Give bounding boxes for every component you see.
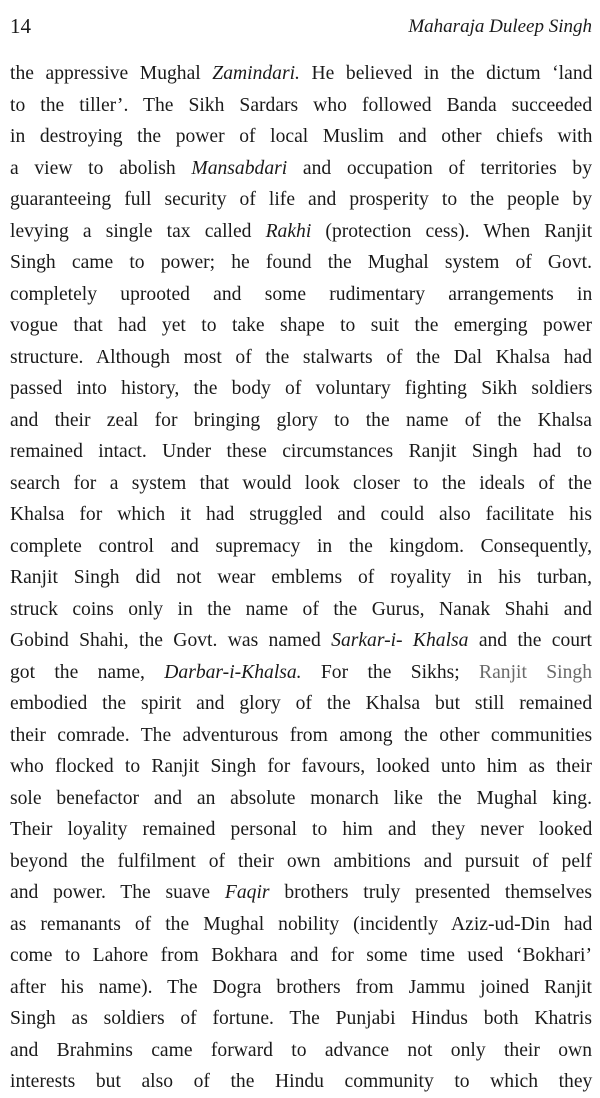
italic-term: Faqir [224, 882, 270, 903]
text-line [10, 940, 592, 972]
text-line [10, 783, 592, 815]
text-line [10, 657, 592, 689]
italic-term: Rakhi [265, 220, 312, 242]
text-segment: the appressive Mughal [10, 63, 213, 84]
text-segment: to the tiller’. The Sikh Sardars who followed Banda succeeded [10, 94, 593, 116]
text-segment: after his name). The Dogra brothers from Jammu joined Ranjit [10, 976, 592, 998]
text-segment: structure. Although most of the stalwarts of the Dal Khalsa had [10, 346, 592, 368]
text-line [10, 247, 592, 279]
text-line [10, 562, 592, 594]
text-segment: and Brahmins came forward to advance not only their own [10, 1039, 592, 1061]
text-segment: and the court [468, 630, 593, 651]
text-segment: and occupation of territories by [287, 157, 592, 179]
text-segment: their comrade. The adventurous from among the other communities [10, 724, 593, 746]
italic-term: Zamindari. [212, 63, 300, 84]
text-segment: search for a system that would look closer to the ideals of the [10, 472, 592, 494]
text-line [10, 121, 592, 153]
text-line [10, 688, 592, 720]
text-segment: passed into history, the body of voluntary fighting Sikh soldiers [10, 378, 593, 399]
page-header [10, 14, 592, 48]
text-segment: vogue that had yet to take shape to suit the emerging power [10, 315, 592, 336]
text-line [10, 153, 592, 185]
text-segment: remained intact. Under these circumstances Ranjit Singh had to [10, 441, 592, 462]
text-line [10, 846, 592, 878]
text-segment: Their loyality remained personal to him and they never looked [10, 819, 593, 840]
text-segment: Ranjit Singh did not wear emblems of royality in his turban, [10, 567, 592, 588]
text-segment: He believed in the dictum ‘land [299, 63, 593, 84]
text-line [10, 877, 592, 909]
text-line [10, 342, 592, 374]
text-segment: and power. The suave [10, 882, 225, 903]
text-segment: guaranteeing full security of life and prosperity to the people by [10, 189, 592, 210]
text-line [10, 310, 592, 342]
text-segment: Khalsa for which it had struggled and could also facilitate his [10, 504, 593, 525]
text-segment: Singh as soldiers of fortune. The Punjabi Hindus both Khatris [10, 1008, 592, 1029]
text-line [10, 814, 592, 846]
text-segment: and their zeal for bringing glory to the name of the Khalsa [10, 409, 592, 431]
text-segment: complete control and supremacy in the kingdom. Consequently, [10, 535, 592, 557]
text-segment: who flocked to Ranjit Singh for favours, looked unto him as their [10, 756, 592, 777]
page-number: 14 [10, 14, 31, 38]
text-segment: struck coins only in the name of the Gurus, Nanak Shahi and [10, 598, 592, 620]
text-line [10, 279, 592, 311]
text-line [10, 720, 592, 752]
text-segment: as remanants of the Mughal nobility (incidently Aziz-ud-Din had [10, 913, 593, 935]
text-line [10, 436, 592, 468]
italic-term: Mansabdari [191, 157, 288, 179]
text-line [10, 468, 592, 500]
text-segment: in destroying the power of local Muslim and other chiefs with [10, 126, 593, 147]
text-line [10, 90, 592, 122]
text-line [10, 625, 592, 657]
text-segment: got the name, [10, 661, 165, 683]
body-paragraph [10, 58, 592, 1098]
text-line [10, 751, 592, 783]
text-segment: Gobind Shahi, the Govt. was named [10, 630, 332, 651]
text-line [10, 58, 592, 90]
text-line [10, 1035, 592, 1067]
text-segment: embodied the spirit and glory of the Khalsa but still remained [10, 693, 593, 714]
text-segment: For the Sikhs; [301, 661, 480, 683]
text-line [10, 972, 592, 1004]
text-line [10, 909, 592, 941]
text-line [10, 184, 592, 216]
text-line [10, 405, 592, 437]
text-segment: sole benefactor and an absolute monarch like the Mughal king. [10, 787, 592, 809]
running-head: Maharaja Duleep Singh [408, 16, 592, 37]
text-segment: (protection cess). When Ranjit [311, 220, 593, 242]
text-segment: interests but also of the Hindu community to which they [10, 1071, 593, 1092]
text-line [10, 1066, 592, 1098]
text-segment: beyond the fulfilment of their own ambitions and pursuit of pelf [10, 850, 592, 872]
text-segment: a view to abolish [10, 157, 192, 179]
text-line [10, 499, 592, 531]
text-segment: come to Lahore from Bokhara and for some time used ‘Bokhari’ [10, 945, 593, 966]
text-segment: Ranjit Singh [479, 661, 592, 683]
text-line [10, 216, 592, 248]
text-line [10, 531, 592, 563]
italic-term: Sarkar-i- Khalsa [331, 630, 469, 651]
italic-term: Darbar-i-Khalsa. [164, 661, 302, 683]
text-segment: brothers truly presented themselves [269, 882, 592, 903]
text-line [10, 594, 592, 626]
text-segment: levying a single tax called [10, 220, 266, 242]
text-segment: completely uprooted and some rudimentary arrangements in [10, 283, 593, 305]
text-segment: Singh came to power; he found the Mughal system of Govt. [10, 252, 592, 273]
text-line [10, 373, 592, 405]
text-line [10, 1003, 592, 1035]
